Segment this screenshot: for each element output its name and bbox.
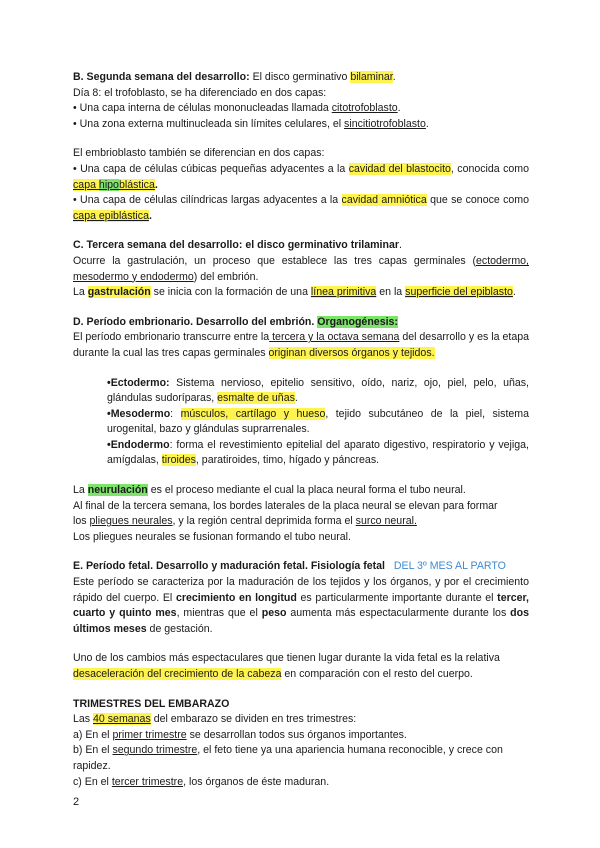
paragraph: Ocurre la gastrulación, un proceso que establece las tres capas germinales (ectodermo, mesodermo y endodermo) del embrión.: [73, 254, 529, 283]
paragraph: • Una capa de células cúbicas pequeñas adyacentes a la cavidad del blastocito, conocida como capa hipoblástica.: [73, 162, 529, 191]
paragraph: El embrioblasto también se diferencian en dos capas:: [73, 147, 325, 160]
paragraph: Día 8: el trofoblasto, se ha diferenciado en dos capas:: [73, 86, 327, 99]
paragraph: • Una zona externa multinucleada sin límites celulares, el sincitiotrofoblasto.: [73, 117, 429, 130]
highlight: bilaminar: [350, 71, 393, 83]
trimestres-heading: TRIMESTRES DEL EMBARAZO: [73, 697, 230, 710]
list-item: a) En el primer trimestre se desarrollan todos sus órganos importantes.: [73, 728, 407, 741]
paragraph: Al final de la tercera semana, los bordes laterales de la placa neural se elevan para formar: [73, 499, 498, 512]
paragraph: • Una capa interna de células mononucleadas llamada citotrofoblasto.: [73, 102, 401, 115]
paragraph: • Una capa de células cilíndricas largas adyacentes a la cavidad amniótica que se conoce como capa epiblástica.: [73, 194, 530, 222]
section-d-heading: D. Período embrionario. Desarrollo del embrión. Organogénesis:: [73, 315, 398, 328]
list-item-ectodermo: •Ectodermo: Sistema nervioso, epitelio sensitivo, oído, nariz, ojo, piel, pelo, uñas, glándulas sudoríparas, esmalte de uñas.: [107, 376, 529, 405]
list-item-mesodermo: •Mesodermo: músculos, cartílago y hueso, tejido subcutáneo de la piel, sistema urogenital, bazo y glándulas suprarrenales.: [107, 407, 530, 436]
list-item-endodermo: •Endodermo: forma el revestimiento epitelial del aparato digestivo, respiratorio y vejiga, amígdalas, tiroides, paratiroides, timo, hígado y páncreas.: [107, 438, 529, 467]
document-page: [73, 70, 529, 790]
highlight: Organogénesis:: [317, 315, 398, 328]
paragraph: Uno de los cambios más espectaculares que tienen lugar durante la vida fetal es la relativa desaceleración del crecimiento de la cabeza en comparación con el resto del cuerpo.: [73, 652, 500, 680]
section-c-heading: C. Tercera semana del desarrollo: el disco germinativo trilaminar.: [73, 239, 402, 252]
section-b-heading: B. Segunda semana del desarrollo: El disco germinativo bilaminar.: [73, 71, 396, 83]
period-note: DEL 3º MES AL PARTO: [393, 560, 506, 573]
paragraph: Los pliegues neurales se fusionan formando el tubo neural.: [73, 530, 351, 543]
list-item: b) En el segundo trimestre, el feto tiene ya una apariencia humana reconocible, y crece con rapidez.: [73, 744, 503, 772]
paragraph: La gastrulación se inicia con la formación de una línea primitiva en la superficie del epiblasto.: [73, 286, 516, 299]
paragraph: El período embrionario transcurre entre la tercera y la octava semana del desarrollo y es la etapa durante la cual las tres capas germinales originan diversos órganos y tejidos.: [73, 331, 529, 359]
paragraph: Las 40 semanas del embarazo se dividen en tres trimestres:: [73, 713, 357, 726]
section-e-heading: E. Período fetal. Desarrollo y maduración fetal. Fisiología fetal DEL 3º MES AL PARTO: [73, 560, 506, 573]
list-item: c) En el tercer trimestre, los órganos de éste maduran.: [73, 775, 330, 788]
paragraph: los pliegues neurales, y la región central deprimida forma el surco neural.: [73, 515, 417, 528]
page-number: 2: [73, 796, 80, 808]
paragraph: Este período se caracteriza por la maduración de los tejidos y los órganos, y por el crecimiento rápido del cuerpo. El crecimiento en longitud es particularmente importante durante el tercer, cuarto y quinto mes, mientras que el peso aumenta más espectacularmente durante los dos últimos meses de gestación.: [73, 576, 529, 635]
paragraph: La neurulación es el proceso mediante el cual la placa neural forma el tubo neural.: [73, 484, 466, 497]
